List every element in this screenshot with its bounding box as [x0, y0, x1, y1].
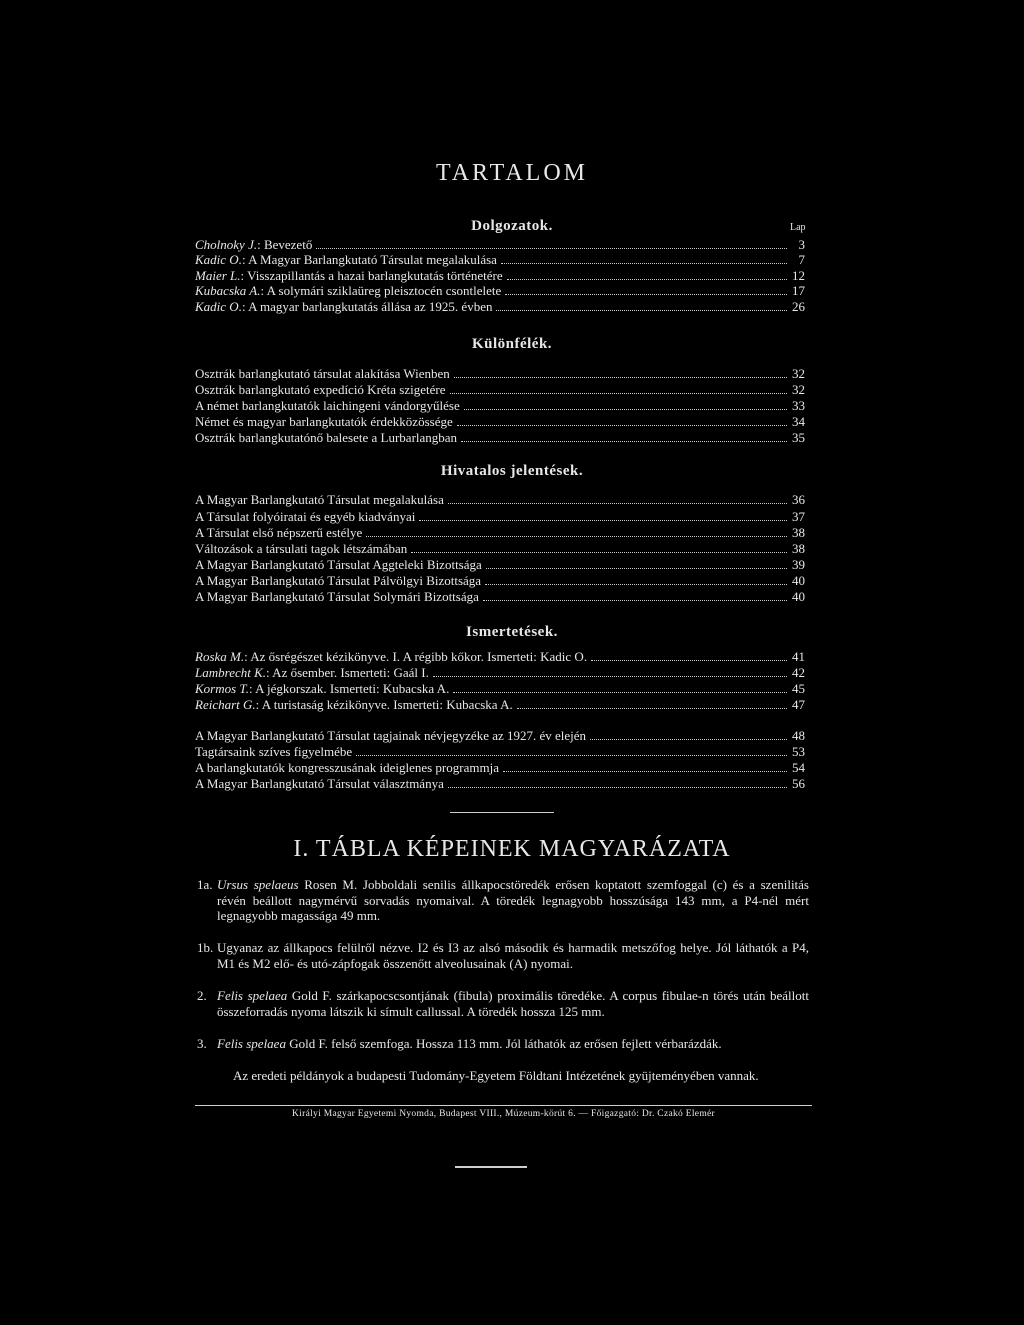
- leader-dots: [517, 697, 787, 709]
- toc-entry: [195, 573, 805, 588]
- toc-title: A német barlangkutatók laichingeni vándorgyűlése: [195, 398, 460, 413]
- toc-page: 32: [792, 382, 805, 397]
- leader-dots: [503, 760, 787, 772]
- toc-title: A Társulat első népszerű estélye: [195, 525, 363, 540]
- section-heading-kulonfelek: Különfélék.: [471, 336, 553, 352]
- leader-dots: [457, 414, 787, 426]
- leader-dots: [461, 430, 787, 442]
- toc-entry: [195, 492, 805, 507]
- toc-entry: [195, 525, 805, 540]
- plate-item-3: [197, 1036, 809, 1052]
- toc-page: 40: [792, 573, 805, 588]
- leader-dots: [411, 541, 787, 553]
- toc-page: 42: [792, 665, 805, 680]
- toc-title: : Visszapillantás a hazai barlangkutatás történetére: [240, 268, 503, 283]
- toc-entry: [195, 268, 805, 283]
- toc-page: 3: [798, 237, 805, 252]
- toc-page: 54: [792, 760, 805, 775]
- plate-item-2: [197, 988, 809, 1019]
- toc-author: Roska M.: [195, 649, 245, 664]
- plate-note: Az eredeti példányok a budapesti Tudomány-Egyetem Földtani Intézetének gyüjteményében vannak.: [233, 1068, 759, 1083]
- toc-page: 38: [792, 541, 805, 556]
- toc-page: 47: [792, 697, 805, 712]
- toc-page: 53: [792, 744, 805, 759]
- leader-dots: [356, 744, 787, 756]
- toc-page: 36: [792, 492, 805, 507]
- species-name: Ursus spelaeus: [217, 877, 299, 892]
- leader-dots: [590, 728, 787, 740]
- page-title: TARTALOM: [435, 160, 589, 186]
- toc-entry: [195, 760, 805, 775]
- toc-entry: [195, 299, 805, 314]
- toc-entry: [195, 557, 805, 572]
- leader-dots: [486, 557, 787, 569]
- leader-dots: [316, 237, 787, 249]
- section-heading-ismertetesek: Ismertetések.: [466, 624, 558, 640]
- plate-item-text: Gold F. felső szemfoga. Hossza 113 mm. Jól láthatók az erősen fejlett vérbarázdák.: [285, 1036, 722, 1051]
- toc-page: 7: [798, 252, 805, 267]
- leader-dots: [454, 366, 787, 378]
- footer-rule: [195, 1105, 812, 1106]
- leader-dots: [448, 492, 787, 504]
- toc-author: Lambrecht K.: [195, 665, 267, 680]
- leader-dots: [483, 589, 787, 601]
- toc-title: : Az ősember. Ismerteti: Gaál I.: [266, 665, 429, 680]
- toc-page: 37: [792, 509, 805, 524]
- plate-heading: I. TÁBLA KÉPEINEK MAGYARÁZATA: [293, 836, 731, 862]
- leader-dots: [507, 268, 787, 280]
- toc-entry: [195, 430, 805, 445]
- section-divider: [450, 812, 554, 813]
- decorative-line: [455, 1166, 527, 1168]
- toc-title: A Társulat folyóiratai és egyéb kiadványai: [195, 509, 416, 524]
- plate-item-number: 2.: [197, 988, 207, 1003]
- toc-title: Tagtársaink szíves figyelmébe: [195, 744, 353, 759]
- toc-page: 41: [792, 649, 805, 664]
- plate-item-number: 1b.: [197, 940, 214, 955]
- leader-dots: [485, 573, 787, 585]
- leader-dots: [591, 649, 787, 661]
- leader-dots: [419, 509, 787, 521]
- toc-title: A Magyar Barlangkutató Társulat tagjainak névjegyzéke az 1927. év elején: [195, 728, 587, 743]
- toc-title: : A jégkorszak. Ismerteti: Kubacska A.: [248, 681, 450, 696]
- toc-author: Reichart G.: [195, 697, 256, 712]
- toc-entry: [195, 665, 805, 680]
- leader-dots: [464, 398, 787, 410]
- toc-author: Kubacska A.: [195, 283, 261, 298]
- toc-title: A Magyar Barlangkutató Társulat Aggteleki Bizottsága: [195, 557, 482, 572]
- plate-item-1b: [197, 940, 809, 971]
- species-name: Felis spelaea: [217, 1036, 286, 1051]
- toc-entry: [195, 649, 805, 664]
- toc-title: A Magyar Barlangkutató Társulat Solymári Bizottsága: [195, 589, 479, 604]
- toc-entry: [195, 509, 805, 524]
- toc-entry: [195, 398, 805, 413]
- printer-imprint: Királyi Magyar Egyetemi Nyomda, Budapest VIII., Múzeum-körút 6. — Főigazgató: Dr. Czakó Elemér: [292, 1109, 715, 1119]
- toc-title: Osztrák barlangkutató expedíció Kréta szigetére: [195, 382, 446, 397]
- leader-dots: [433, 665, 787, 677]
- toc-page: 45: [792, 681, 805, 696]
- toc-entry: [195, 541, 805, 556]
- toc-entry: [195, 252, 805, 267]
- toc-title: : Az ősrégészet kézikönyve. I. A régibb kőkor. Ismerteti: Kadic O.: [244, 649, 588, 664]
- toc-entry: [195, 414, 805, 429]
- plate-item-1a: [197, 877, 809, 924]
- toc-title: A Magyar Barlangkutató Társulat megalakulása: [195, 492, 444, 507]
- toc-author: Kadic O.: [195, 299, 242, 314]
- toc-title: : Bevezető: [257, 237, 313, 252]
- toc-page: 12: [792, 268, 805, 283]
- toc-title: : A turistaság kézikönyve. Ismerteti: Kubacska A.: [255, 697, 513, 712]
- leader-dots: [501, 252, 787, 264]
- toc-author: Maier L.: [195, 268, 241, 283]
- toc-entry: [195, 697, 805, 712]
- toc-author: Cholnoky J.: [195, 237, 258, 252]
- toc-page: 34: [792, 414, 805, 429]
- toc-title: Osztrák barlangkutató társulat alakítása Wienben: [195, 366, 450, 381]
- page-column-label: Lap: [790, 222, 806, 233]
- toc-title: A Magyar Barlangkutató Társulat választmánya: [195, 776, 444, 791]
- toc-entry: [195, 366, 805, 381]
- toc-entry: [195, 589, 805, 604]
- toc-page: 32: [792, 366, 805, 381]
- plate-item-number: 1a.: [197, 877, 213, 892]
- section-heading-dolgozatok: Dolgozatok.: [471, 218, 553, 234]
- leader-dots: [366, 525, 787, 537]
- leader-dots: [450, 382, 788, 394]
- toc-author: Kadic O.: [195, 252, 242, 267]
- toc-page: 56: [792, 776, 805, 791]
- toc-title: : A Magyar Barlangkutató Társulat megalakulása: [241, 252, 497, 267]
- leader-dots: [448, 776, 787, 788]
- plate-item-text: Rosen M. Jobboldali senilis állkapocstöredék erősen koptatott szemfoggal (c) és a szenilitás révén beállott nagymérvű sorvadás nyomaival. A töredék legnagyobb hosszúsága 143 mm, a P4-nél mért legnagyobb magassága 49 mm.: [217, 877, 809, 924]
- toc-entry: [195, 382, 805, 397]
- toc-page: 39: [792, 557, 805, 572]
- toc-page: 17: [792, 283, 805, 298]
- toc-page: 35: [792, 430, 805, 445]
- toc-title: A Magyar Barlangkutató Társulat Pálvölgyi Bizottsága: [195, 573, 482, 588]
- toc-title: Változások a társulati tagok létszámában: [195, 541, 408, 556]
- toc-title: A barlangkutatók kongresszusának ideiglenes programmja: [195, 760, 499, 775]
- section-heading-hivatalos: Hivatalos jelentések.: [440, 463, 584, 479]
- toc-entry: [195, 283, 805, 298]
- toc-title: : A solymári sziklaüreg pleisztocén csontlelete: [260, 283, 502, 298]
- toc-author: Kormos T.: [195, 681, 249, 696]
- toc-entry: [195, 237, 805, 252]
- toc-page: 48: [792, 728, 805, 743]
- toc-title: Osztrák barlangkutatónő balesete a Lurbarlangban: [195, 430, 458, 445]
- toc-entry: [195, 681, 805, 696]
- toc-entry: [195, 728, 805, 743]
- toc-page: 40: [792, 589, 805, 604]
- toc-title: : A magyar barlangkutatás állása az 1925. évben: [241, 299, 493, 314]
- toc-title: Német és magyar barlangkutatók érdekközössége: [195, 414, 453, 429]
- toc-page: 26: [792, 299, 805, 314]
- toc-page: 38: [792, 525, 805, 540]
- leader-dots: [453, 681, 787, 693]
- species-name: Felis spelaea: [217, 988, 288, 1003]
- toc-entry: [195, 776, 805, 791]
- toc-page: 33: [792, 398, 805, 413]
- leader-dots: [496, 299, 787, 311]
- leader-dots: [505, 283, 787, 295]
- plate-item-text: Gold F. szárkapocscsontjának (fibula) proximális töredéke. A corpus fibulae-n törés után beállott összeforradás nyoma látszik ki símult callussal. A töredék hossza 125 mm.: [217, 988, 809, 1019]
- toc-entry: [195, 744, 805, 759]
- plate-item-text: Ugyanaz az állkapocs felülről nézve. I2 és I3 az alsó második és harmadik metszőfog helye. Jól láthatók a P4, M1 és M2 elő- és utó-zápfogak összenőtt alveolusainak (A) nyomai.: [217, 940, 809, 971]
- plate-item-number: 3.: [197, 1036, 207, 1051]
